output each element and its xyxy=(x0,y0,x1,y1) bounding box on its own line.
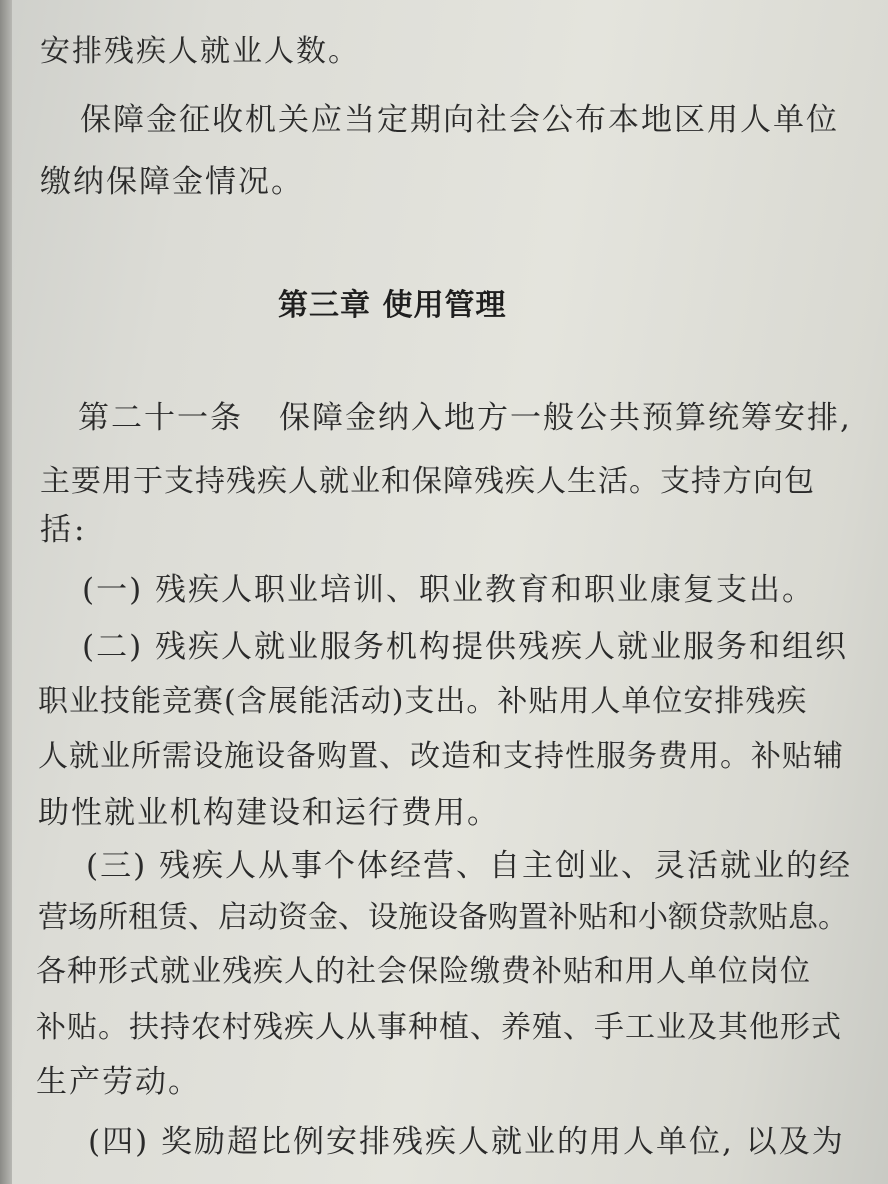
text-line-14: 各种形式就业残疾人的社会保险缴费补贴和用人单位岗位 xyxy=(36,954,811,989)
text-line-11: 助性就业机构建设和运行费用。 xyxy=(38,795,500,831)
text-line-8: (二) 残疾人就业服务机构提供残疾人就业服务和组织 xyxy=(82,629,849,665)
text-line-10: 人就业所需设施设备购置、改造和支持性服务费用。补贴辅 xyxy=(38,739,844,774)
text-line-13: 营场所租赁、启动资金、设施设备购置补贴和小额贷款贴息。 xyxy=(38,900,848,935)
article-first-line-text: 保障金纳入地方一般公共预算统筹安排, xyxy=(279,400,852,436)
text-line-12: (三) 残疾人从事个体经营、自主创业、灵活就业的经 xyxy=(86,848,853,884)
text-line-7: (一) 残疾人职业培训、职业教育和职业康复支出。 xyxy=(82,572,816,608)
text-line-2: 保障金征收机关应当定期向社会公布本地区用人单位 xyxy=(80,102,839,138)
text-line-5: 主要用于支持残疾人就业和保障残疾人生活。支持方向包 xyxy=(40,464,815,499)
book-binding-edge xyxy=(0,0,12,1184)
article-label: 第二十一条 xyxy=(78,400,243,436)
text-line-9: 职业技能竞赛(含展能活动)支出。补贴用人单位安排残疾 xyxy=(38,684,808,719)
text-line-3: 缴纳保障金情况。 xyxy=(40,164,304,200)
text-line-16: 生产劳动。 xyxy=(36,1064,201,1100)
document-page xyxy=(12,0,888,1184)
text-line-15: 补贴。扶持农村残疾人从事种植、养殖、手工业及其他形式 xyxy=(36,1010,842,1045)
chapter-heading: 第三章 使用管理 xyxy=(278,288,507,323)
text-line-6: 括: xyxy=(40,512,88,548)
text-line-1: 安排残疾人就业人数。 xyxy=(40,34,360,69)
article-first-line xyxy=(78,398,852,438)
text-line-17: (四) 奖励超比例安排残疾人就业的用人单位, 以及为 xyxy=(88,1124,845,1160)
